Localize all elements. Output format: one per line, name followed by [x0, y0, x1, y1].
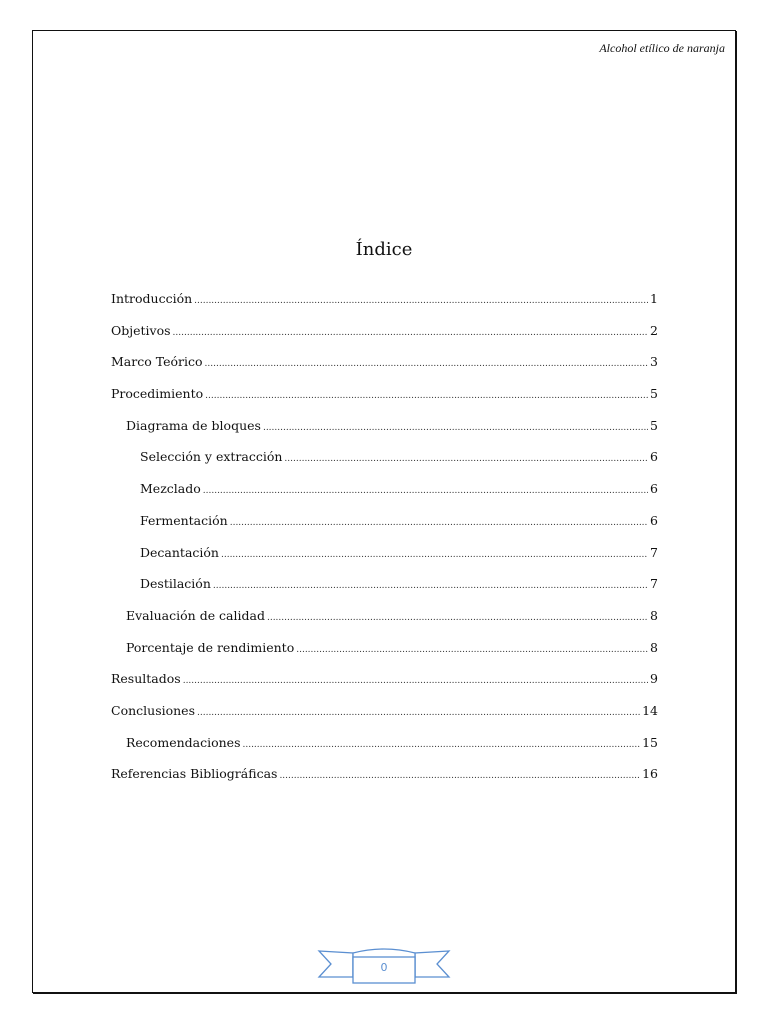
dot-leader: [183, 676, 648, 686]
page-number: 0: [380, 961, 388, 974]
toc-entry[interactable]: [111, 418, 658, 450]
toc-entry[interactable]: [111, 354, 658, 386]
toc-entry-page-number: 6: [650, 481, 658, 497]
toc-entry[interactable]: [111, 513, 658, 545]
toc-entry[interactable]: [111, 735, 658, 767]
running-header: Alcohol etílico de naranja: [599, 41, 725, 55]
toc-entry-label: Selección y extracción: [140, 449, 283, 465]
toc-entry[interactable]: [111, 449, 658, 481]
toc-entry[interactable]: [111, 576, 658, 608]
toc-entry-label: Porcentaje de rendimiento: [126, 639, 295, 655]
toc-entry-page-number: 9: [650, 671, 658, 687]
toc-entry-label: Decantación: [140, 544, 219, 560]
toc-entry[interactable]: [111, 386, 658, 418]
dot-leader: [205, 391, 648, 401]
toc-entry-label: Marco Teórico: [111, 354, 203, 370]
dot-leader: [197, 708, 640, 718]
dot-leader: [213, 581, 648, 591]
toc-entry-page-number: 2: [650, 322, 658, 338]
toc-entry-label: Objetivos: [111, 322, 171, 338]
toc-entry-page-number: 1: [650, 291, 658, 306]
toc-entry-page-number: 5: [650, 386, 658, 402]
dot-leader: [284, 454, 648, 464]
dot-leader: [194, 296, 648, 306]
toc-entry[interactable]: [111, 481, 658, 513]
dot-leader: [203, 486, 648, 496]
toc-entry-page-number: 16: [642, 766, 658, 782]
toc-entry-label: Procedimiento: [111, 386, 204, 402]
document-page: [32, 30, 736, 993]
toc-entry-label: Destilación: [140, 576, 211, 592]
dot-leader: [242, 740, 640, 750]
toc-entry[interactable]: [111, 703, 658, 735]
toc-entry[interactable]: [111, 766, 658, 798]
toc-entry-label: Mezclado: [140, 481, 201, 497]
toc-entry[interactable]: [111, 291, 658, 323]
toc-entry-label: Referencias Bibliográficas: [111, 766, 278, 782]
toc-entry-page-number: 7: [650, 544, 658, 560]
table-of-contents: [111, 291, 658, 798]
toc-entry-page-number: 14: [642, 702, 658, 718]
toc-entry-label: Introducción: [111, 291, 193, 306]
toc-entry-label: Evaluación de calidad: [126, 607, 265, 623]
toc-entry[interactable]: [111, 608, 658, 640]
toc-entry-label: Conclusiones: [111, 702, 195, 718]
toc-entry-label: Resultados: [111, 671, 181, 687]
dot-leader: [173, 328, 649, 338]
dot-leader: [296, 645, 648, 655]
dot-leader: [205, 359, 649, 369]
dot-leader: [279, 771, 640, 781]
toc-entry-page-number: 7: [650, 576, 658, 592]
toc-entry[interactable]: [111, 545, 658, 577]
toc-entry-page-number: 3: [650, 354, 658, 370]
toc-entry[interactable]: [111, 323, 658, 355]
toc-entry[interactable]: [111, 640, 658, 672]
dot-leader: [263, 423, 648, 433]
toc-entry-page-number: 5: [650, 417, 658, 433]
toc-title: Índice: [355, 239, 413, 260]
dot-leader: [221, 550, 648, 560]
toc-entry-page-number: 6: [650, 449, 658, 465]
toc-entry-label: Recomendaciones: [126, 734, 241, 750]
dot-leader: [267, 613, 648, 623]
toc-entry[interactable]: [111, 671, 658, 703]
dot-leader: [230, 518, 648, 528]
toc-entry-page-number: 15: [642, 734, 658, 750]
page-number-banner: [317, 947, 451, 987]
toc-entry-label: Fermentación: [140, 512, 228, 528]
toc-entry-page-number: 8: [650, 607, 658, 623]
toc-entry-label: Diagrama de bloques: [126, 417, 261, 433]
toc-entry-page-number: 6: [650, 512, 658, 528]
toc-entry-page-number: 8: [650, 639, 658, 655]
